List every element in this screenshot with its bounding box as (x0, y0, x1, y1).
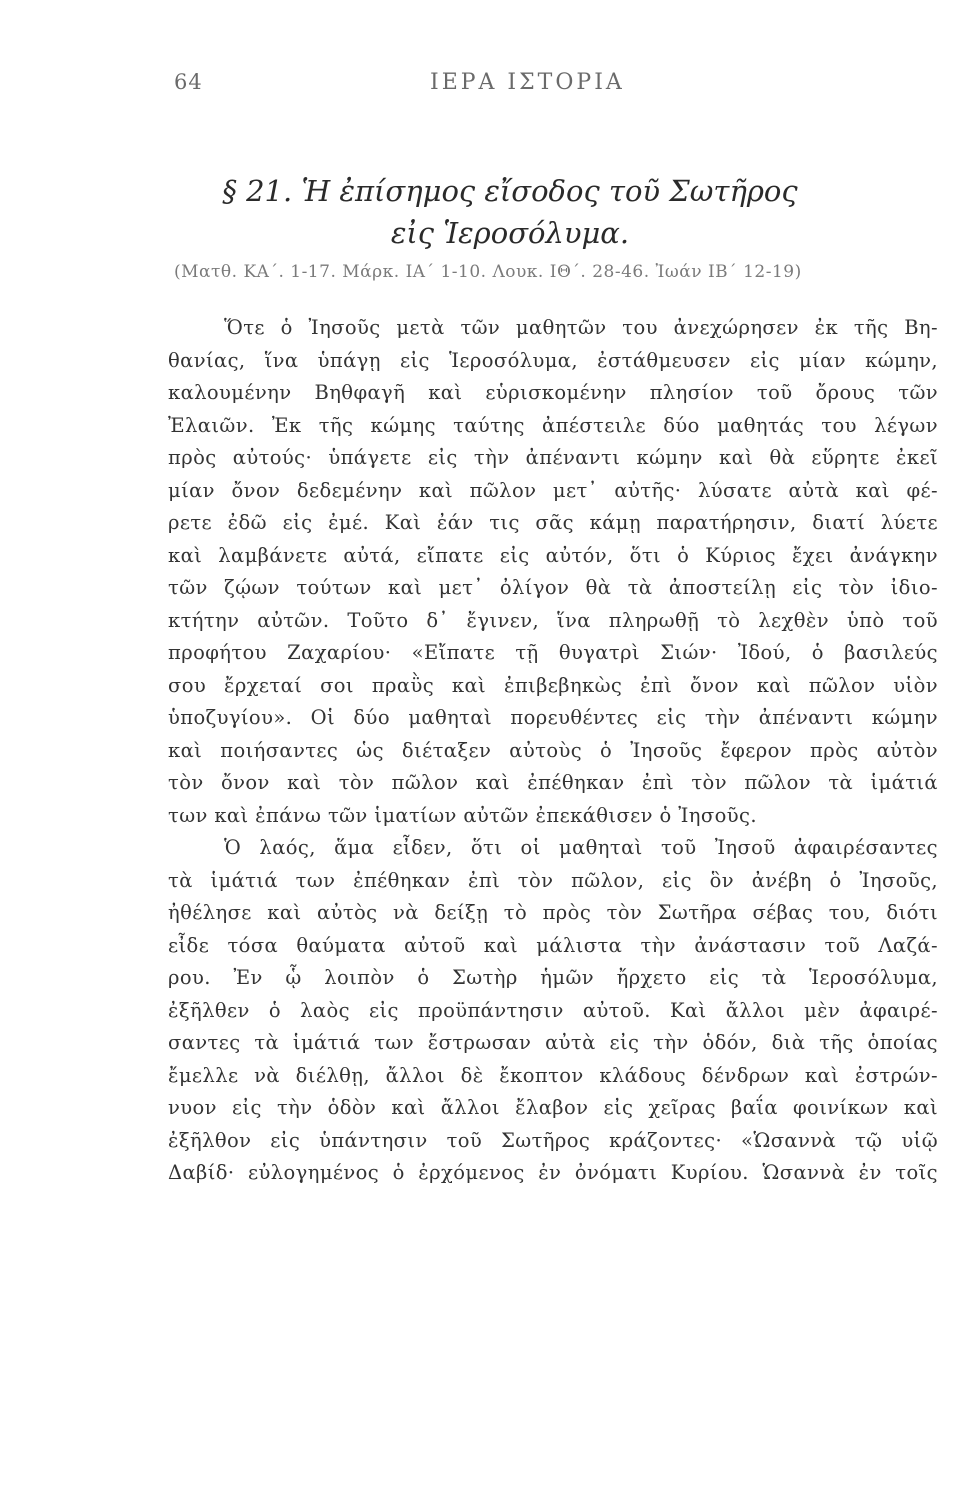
text-line: ὑποζυγίου». Οἱ δύο μαθηταὶ πορευθέντες εἰς τὴν ἀπέναντι κώμην (168, 706, 938, 729)
running-head: ΙΕΡΑ ΙΣΤΟΡΙΑ (430, 70, 625, 95)
text-line: καλουμένην Βηθφαγῆ καὶ εὑρισκομένην πλησίον τοῦ ὄρους τῶν (168, 381, 938, 404)
text-line: μίαν ὄνον δεδεμένην καὶ πῶλον μετ᾿ αὐτῆς· λύσατε αὐτὰ καὶ φέ- (168, 478, 938, 502)
text-line: τὰ ἱμάτιά των ἐπέθηκαν ἐπὶ τὸν πῶλον, εἰς ὃν ἀνέβη ὁ Ἰησοῦς, (168, 868, 938, 892)
section-title-line-1 (200, 170, 820, 212)
text-line: ἔμελλε νὰ διέλθῃ, ἄλλοι δὲ ἔκοπτον κλάδους δένδρων καὶ ἐστρών- (168, 1063, 938, 1087)
text-line: κτήτην αὐτῶν. Τοῦτο δ᾿ ἔγινεν, ἵνα πληρωθῇ τὸ λεχθὲν ὑπὸ τοῦ (168, 608, 938, 632)
text-line: ρου. Ἐν ᾧ λοιπὸν ὁ Σωτὴρ ἡμῶν ἤρχετο εἰς τὰ Ἱεροσόλυμα, (168, 966, 938, 989)
text-line: προφήτου Ζαχαρίου· «Εἴπατε τῇ θυγατρὶ Σιών· Ἰδού, ὁ βασιλεύς (168, 641, 938, 664)
text-line: ἐξῆλθον εἰς ὑπάντησιν τοῦ Σωτῆρος κράζοντες· «Ὡσαννὰ τῷ υἱῷ (168, 1128, 938, 1152)
text-line: τῶν ζῴων τούτων καὶ μετ᾿ ὀλίγον θὰ τὰ ἀποστείλῃ εἰς τὸν ἰδιο- (168, 576, 938, 599)
text-line: νυον εἰς τὴν ὁδὸν καὶ ἄλλοι ἔλαβον εἰς χεῖρας βαΐα φοινίκων καὶ (168, 1096, 938, 1119)
text-line: καὶ λαμβάνετε αὐτά, εἴπατε εἰς αὐτόν, ὅτι ὁ Κύριος ἔχει ἀνάγκην (168, 543, 938, 567)
text-line: των καὶ ἐπάνω τῶν ἱματίων αὐτῶν ἐπεκάθισεν ὁ Ἰησοῦς. (168, 803, 757, 827)
text-line: εἶδε τόσα θαύματα αὐτοῦ καὶ μάλιστα τὴν ἀνάστασιν τοῦ Λαζά- (168, 933, 938, 957)
text-line: ἠθέλησε καὶ αὐτὸς νὰ δείξῃ τὸ πρὸς τὸν Σωτῆρα σέβας του, διότι (168, 901, 938, 924)
text-line: τὸν ὄνον καὶ τὸν πῶλον καὶ ἐπέθηκαν ἐπὶ τὸν πῶλον τὰ ἱμάτιά (168, 771, 938, 794)
text-line: πρὸς αὐτούς· ὑπάγετε εἰς τὴν ἀπέναντι κώμην καὶ θὰ εὕρητε ἐκεῖ (168, 446, 938, 469)
section-heading (200, 170, 820, 254)
text-line: καὶ ποιήσαντες ὡς διέταξεν αὐτοὺς ὁ Ἰησοῦς ἔφερον πρὸς αὐτὸν (168, 738, 938, 762)
text-line: σαντες τὰ ἱμάτιά των ἔστρωσαν αὐτὰ εἰς τὴν ὁδόν, διὰ τῆς ὁποίας (168, 1031, 938, 1054)
body-text (168, 312, 938, 1190)
text-line: Δαβίδ· εὐλογημένος ὁ ἐρχόμενος ἐν ὀνόματι Κυρίου. Ὡσαννὰ ἐν τοῖς (168, 1161, 938, 1184)
text-line: Ἐλαιῶν. Ἐκ τῆς κώμης ταύτης ἀπέστειλε δύο μαθητάς του λέγων (168, 413, 938, 437)
text-line: ἐξῆλθεν ὁ λαὸς εἰς προϋπάντησιν αὐτοῦ. Καὶ ἄλλοι μὲν ἀφαιρέ- (168, 998, 938, 1022)
section-title-line-2: εἰς Ἱεροσόλυμα. (390, 216, 630, 250)
text-line: Ὁ λαός, ἅμα εἶδεν, ὅτι οἱ μαθηταὶ τοῦ Ἰησοῦ ἀφαιρέσαντες (224, 836, 938, 859)
scripture-references: (Ματθ. ΚΑ΄. 1-17. Μάρκ. ΙΑ΄ 1-10. Λουκ. ΙΘ΄. 28-46. Ἰωάν ΙΒ΄ 12-19) (174, 262, 802, 282)
text-line: θανίας, ἵνα ὑπάγῃ εἰς Ἱεροσόλυμα, ἐστάθμευσεν εἰς μίαν κώμην, (168, 348, 938, 372)
text-line: ρετε ἐδῶ εἰς ἐμέ. Καὶ ἐάν τις σᾶς κάμῃ παρατήρησιν, διατί λύετε (168, 511, 938, 534)
section-number: § 21. (222, 174, 293, 208)
page-number: 64 (174, 70, 203, 94)
text-line: σου ἔρχεταί σοι πραῢς καὶ ἐπιβεβηκὼς ἐπὶ ὄνον καὶ πῶλον υἱὸν (168, 673, 938, 697)
text-line: Ὅτε ὁ Ἰησοῦς μετὰ τῶν μαθητῶν του ἀνεχώρησεν ἐκ τῆς Βη- (224, 316, 938, 339)
section-title: Ἡ ἐπίσημος εἴσοδος τοῦ Σωτῆρος (301, 174, 798, 208)
